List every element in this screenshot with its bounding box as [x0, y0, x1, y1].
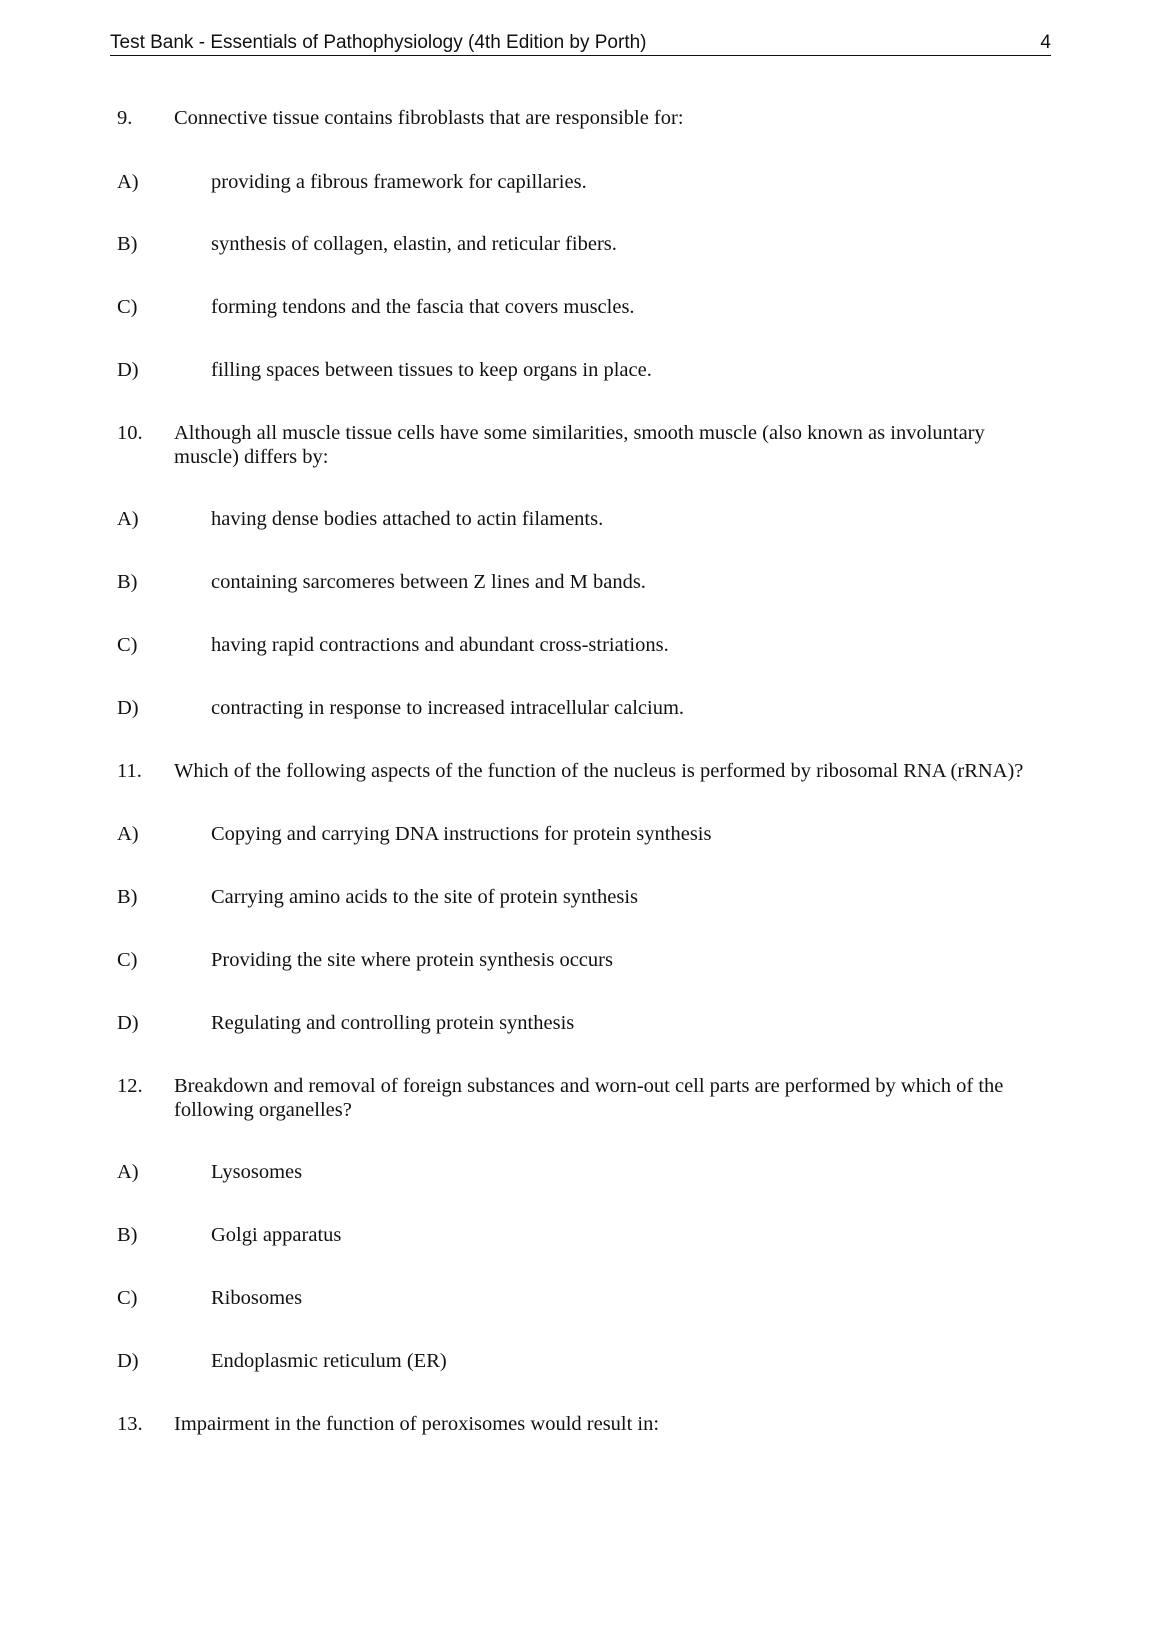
question-number: 12. [117, 1075, 143, 1097]
document-title: Test Bank - Essentials of Pathophysiology (4th Edition by Porth) [110, 32, 647, 53]
option-text: filling spaces between tissues to keep organs in place. [211, 359, 652, 381]
option-letter: C) [117, 949, 138, 971]
option-letter: A) [117, 823, 139, 845]
question-number: 10. [117, 422, 143, 444]
question-text: Connective tissue contains fibroblasts that are responsible for: [174, 107, 684, 129]
option-text: synthesis of collagen, elastin, and reticular fibers. [211, 233, 617, 255]
option-text: having dense bodies attached to actin filaments. [211, 508, 604, 530]
option-letter: B) [117, 886, 138, 908]
question-text: Breakdown and removal of foreign substances and worn-out cell parts are performed by which of the following organelles? [174, 1075, 1004, 1121]
option-text: Copying and carrying DNA instructions for protein synthesis [211, 823, 712, 845]
option-text: Golgi apparatus [211, 1224, 342, 1246]
option-text: Regulating and controlling protein synthesis [211, 1012, 575, 1034]
option-letter: D) [117, 1012, 139, 1034]
option-text: Endoplasmic reticulum (ER) [211, 1350, 447, 1372]
option-letter: D) [117, 359, 139, 381]
option-text: forming tendons and the fascia that covers muscles. [211, 296, 635, 318]
option-letter: B) [117, 571, 138, 593]
question-number: 13. [117, 1413, 143, 1435]
question-text: Which of the following aspects of the function of the nucleus is performed by ribosomal RNA (rRNA)? [174, 760, 1024, 782]
question-text: Although all muscle tissue cells have some similarities, smooth muscle (also known as involuntary muscle) differs by: [174, 422, 985, 468]
option-letter: B) [117, 233, 138, 255]
option-text: Providing the site where protein synthesis occurs [211, 949, 613, 971]
question-text: Impairment in the function of peroxisomes would result in: [174, 1413, 660, 1435]
option-letter: B) [117, 1224, 138, 1246]
question-number: 9. [117, 107, 133, 129]
option-text: contracting in response to increased intracellular calcium. [211, 697, 685, 719]
option-letter: A) [117, 1161, 139, 1183]
option-letter: C) [117, 634, 138, 656]
option-text: Lysosomes [211, 1161, 303, 1183]
option-letter: C) [117, 1287, 138, 1309]
page-number: 4 [1040, 32, 1051, 53]
option-text: having rapid contractions and abundant cross-striations. [211, 634, 669, 656]
option-letter: D) [117, 697, 139, 719]
option-text: containing sarcomeres between Z lines and M bands. [211, 571, 646, 593]
option-text: Ribosomes [211, 1287, 303, 1309]
option-letter: C) [117, 296, 138, 318]
option-text: Carrying amino acids to the site of protein synthesis [211, 886, 639, 908]
option-letter: A) [117, 508, 139, 530]
option-text: providing a fibrous framework for capillaries. [211, 171, 587, 193]
option-letter: D) [117, 1350, 139, 1372]
question-number: 11. [117, 760, 142, 782]
option-letter: A) [117, 171, 139, 193]
